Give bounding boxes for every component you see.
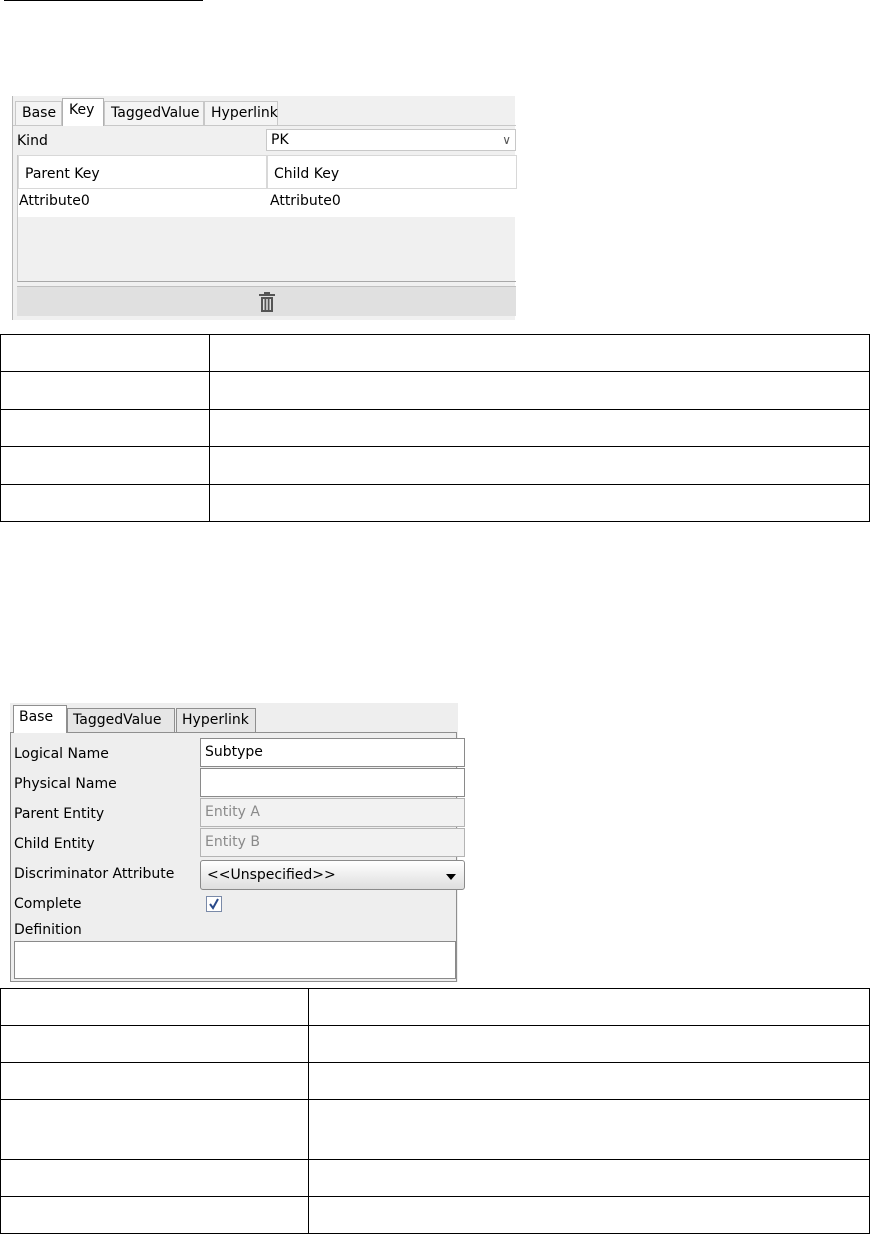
column-header-child-key[interactable]: Child Key xyxy=(267,155,517,189)
parent-entity-field: Entity A xyxy=(200,798,465,827)
table-row xyxy=(1,1026,870,1063)
table-row xyxy=(1,1100,870,1160)
column-header-parent-key[interactable]: Parent Key xyxy=(18,155,267,189)
tab-base[interactable]: Base xyxy=(15,101,62,125)
parent-entity-label: Parent Entity xyxy=(14,806,105,822)
discriminator-attribute-label: Discriminator Attribute xyxy=(14,866,175,882)
description-cell xyxy=(309,989,870,1026)
term-cell xyxy=(1,335,210,372)
description-cell xyxy=(309,1160,870,1197)
tab-hyperlink[interactable]: Hyperlink xyxy=(204,101,278,125)
term-cell xyxy=(1,1100,309,1160)
table-row xyxy=(1,410,870,447)
description-cell xyxy=(210,410,870,447)
parent-key-cell[interactable]: Attribute0 xyxy=(19,193,90,209)
kind-select-value: PK xyxy=(271,132,289,148)
physical-name-label: Physical Name xyxy=(14,776,117,792)
tab-key[interactable]: Key xyxy=(62,98,104,126)
physical-name-input[interactable] xyxy=(200,768,465,797)
kind-label: Kind xyxy=(17,133,48,149)
term-cell xyxy=(1,1160,309,1197)
discriminator-attribute-select[interactable] xyxy=(200,860,465,890)
table-row xyxy=(1,1197,870,1234)
description-cell xyxy=(210,447,870,485)
tab-taggedvalue[interactable]: TaggedValue xyxy=(67,708,175,732)
table-row xyxy=(1,485,870,522)
term-cell xyxy=(1,372,210,410)
description-cell xyxy=(210,335,870,372)
key-panel-footer xyxy=(17,286,516,316)
description-cell xyxy=(210,485,870,522)
subtype-description-table xyxy=(0,988,870,1234)
description-cell xyxy=(210,372,870,410)
trash-icon[interactable] xyxy=(258,292,276,312)
description-cell xyxy=(309,1100,870,1160)
term-cell xyxy=(1,485,210,522)
top-rule xyxy=(4,0,203,1)
kind-select[interactable] xyxy=(266,129,516,151)
subtype-description-table-body xyxy=(1,989,870,1234)
discriminator-select-value: <<Unspecified>> xyxy=(207,867,336,883)
term-cell xyxy=(1,989,309,1026)
chevron-down-icon: ∨ xyxy=(502,133,511,147)
table-row[interactable] xyxy=(18,189,517,217)
definition-label: Definition xyxy=(14,922,82,938)
description-cell xyxy=(309,1026,870,1063)
logical-name-input[interactable]: Subtype xyxy=(200,738,465,767)
table-row xyxy=(1,335,870,372)
table-row xyxy=(1,1160,870,1197)
description-cell xyxy=(309,1197,870,1234)
table-row xyxy=(1,989,870,1026)
term-cell xyxy=(1,1026,309,1063)
subtype-properties-panel xyxy=(10,703,458,982)
table-row xyxy=(1,447,870,485)
tab-base[interactable]: Base xyxy=(13,705,67,733)
term-cell xyxy=(1,1197,309,1234)
table-row xyxy=(1,372,870,410)
child-entity-field: Entity B xyxy=(200,828,465,857)
tab-hyperlink[interactable]: Hyperlink xyxy=(176,708,256,732)
definition-textarea[interactable] xyxy=(14,941,456,979)
tab-taggedvalue[interactable]: TaggedValue xyxy=(104,101,204,125)
child-key-cell[interactable]: Attribute0 xyxy=(270,193,341,209)
logical-name-label: Logical Name xyxy=(14,746,109,762)
key-description-table xyxy=(0,334,870,522)
complete-checkbox[interactable] xyxy=(206,896,222,912)
term-cell xyxy=(1,1063,309,1100)
key-description-table-body xyxy=(1,335,870,522)
description-cell xyxy=(309,1063,870,1100)
key-panel-tabbar xyxy=(13,96,516,125)
checkmark-icon xyxy=(208,898,220,910)
table-row xyxy=(1,1063,870,1100)
key-pairs-table xyxy=(17,155,516,282)
key-properties-panel xyxy=(12,96,515,320)
complete-label: Complete xyxy=(14,896,82,912)
term-cell xyxy=(1,447,210,485)
dropdown-arrow-icon xyxy=(446,874,456,880)
child-entity-label: Child Entity xyxy=(14,836,95,852)
term-cell xyxy=(1,410,210,447)
